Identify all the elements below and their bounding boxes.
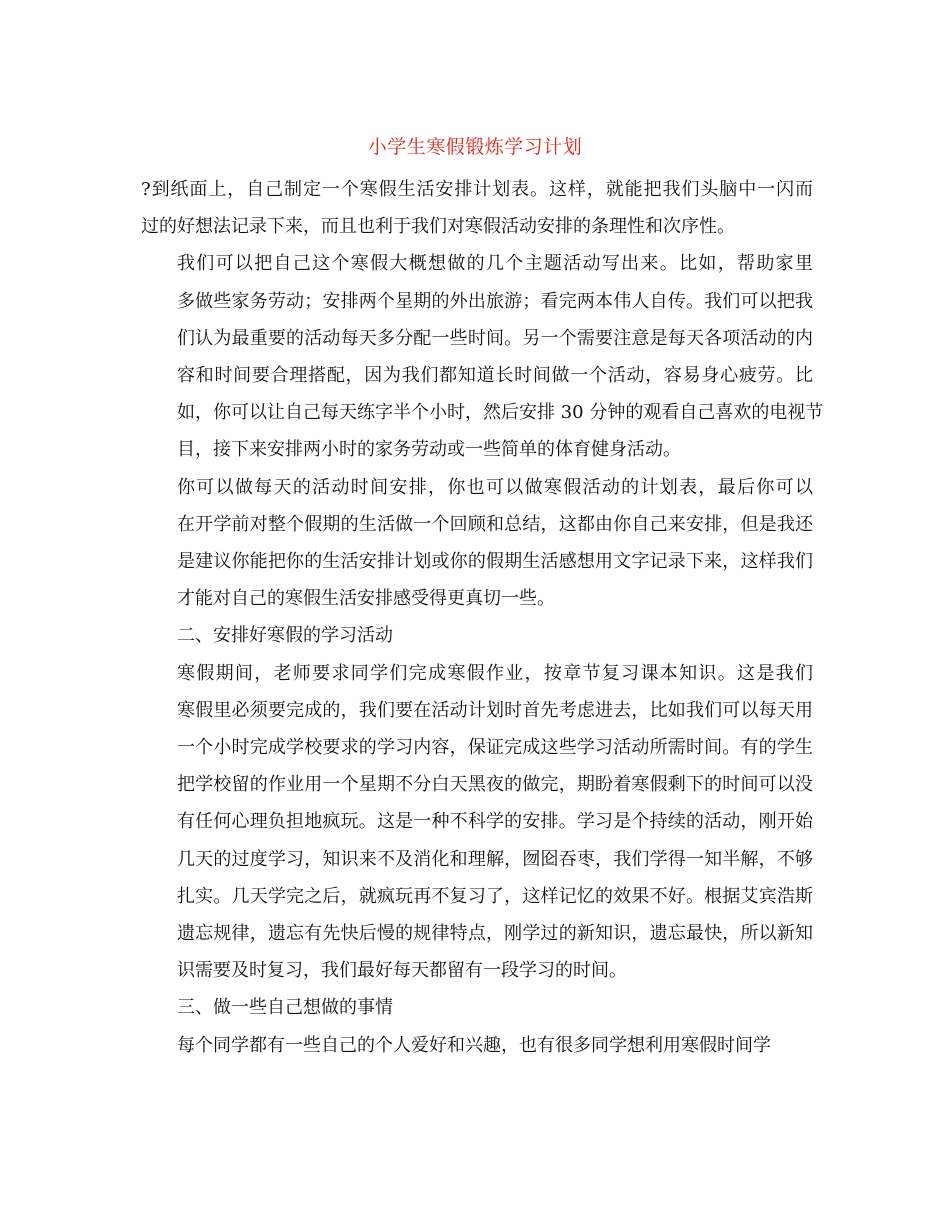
text-line: 把学校留的作业用一个星期不分白天黑夜的做完，期盼着寒假剩下的时间可以没: [177, 774, 813, 796]
text-line: 识需要及时复习，我们最好每天都留有一段学习的时间。: [177, 960, 627, 982]
text-line: 二、安排好寒假的学习活动: [177, 625, 393, 647]
paragraph: [141, 469, 813, 618]
text-line: ?到纸面上，自己制定一个寒假生活安排计划表。这样，就能把我们头脑中一闪而: [141, 179, 813, 200]
text-line: 目，接下来安排两小时的家务劳动或一些简单的体育健身活动。: [177, 439, 681, 461]
text-line: 寒假期间，老师要求同学们完成寒假作业，按章节复习课本知识。这是我们: [177, 662, 813, 684]
paragraph: [141, 617, 813, 654]
paragraph: [141, 989, 813, 1026]
document-body: [141, 171, 824, 1064]
text-line: 每个同学都有一些自己的个人爱好和兴趣，也有很多同学想利用寒假时间学: [177, 1034, 771, 1056]
text-line: 才能对自己的寒假生活安排感受得更真切一些。: [177, 588, 555, 610]
text-line: 三、做一些自己想做的事情: [177, 997, 393, 1019]
text-line: 一个小时完成学校要求的学习内容，保证完成这些学习活动所需时间。有的学生: [177, 737, 813, 759]
text-line: 们认为最重要的活动每天多分配一些时间。另一个需要注意是每天各项活动的内: [177, 327, 813, 349]
text-line: 你可以做每天的活动时间安排，你也可以做寒假活动的计划表，最后你可以: [177, 476, 813, 498]
text-line: 寒假里必须要完成的，我们要在活动计划时首先考虑进去，比如我们可以每天用: [177, 699, 813, 721]
text-line: 多做些家务劳动；安排两个星期的外出旅游；看完两本伟人自传。我们可以把我: [177, 290, 813, 312]
text-line: 几天的过度学习，知识来不及消化和理解，囫囵吞枣，我们学得一知半解，不够: [177, 848, 813, 870]
text-line: 我们可以把自己这个寒假大概想做的几个主题活动写出来。比如，帮助家里: [177, 253, 813, 275]
document-title: 小学生寒假锻炼学习计划: [367, 136, 583, 158]
text-line: 扎实。几天学完之后，就疯玩再不复习了，这样记忆的效果不好。根据艾宾浩斯: [177, 885, 813, 907]
paragraph: [141, 655, 813, 990]
text-line: 如，你可以让自己每天练字半个小时，然后安排 30 分钟的观看自己喜欢的电视节: [177, 402, 824, 424]
text-line: 过的好想法记录下来，而且也利于我们对寒假活动安排的条理性和次序性。: [141, 216, 735, 238]
text-line: 遗忘规律，遗忘有先快后慢的规律特点，刚学过的新知识，遗忘最快，所以新知: [177, 923, 813, 945]
paragraph: [141, 171, 813, 245]
paragraph: [141, 245, 824, 468]
text-line: 是建议你能把你的生活安排计划或你的假期生活感想用文字记录下来，这样我们: [177, 551, 813, 573]
text-line: 有任何心理负担地疯玩。这是一种不科学的安排。学习是个持续的活动，刚开始: [177, 811, 813, 833]
text-line: 容和时间要合理搭配，因为我们都知道长时间做一个活动，容易身心疲劳。比: [177, 365, 813, 387]
paragraph: [141, 1027, 813, 1064]
text-line: 在开学前对整个假期的生活做一个回顾和总结，这都由你自己来安排，但是我还: [177, 513, 813, 535]
